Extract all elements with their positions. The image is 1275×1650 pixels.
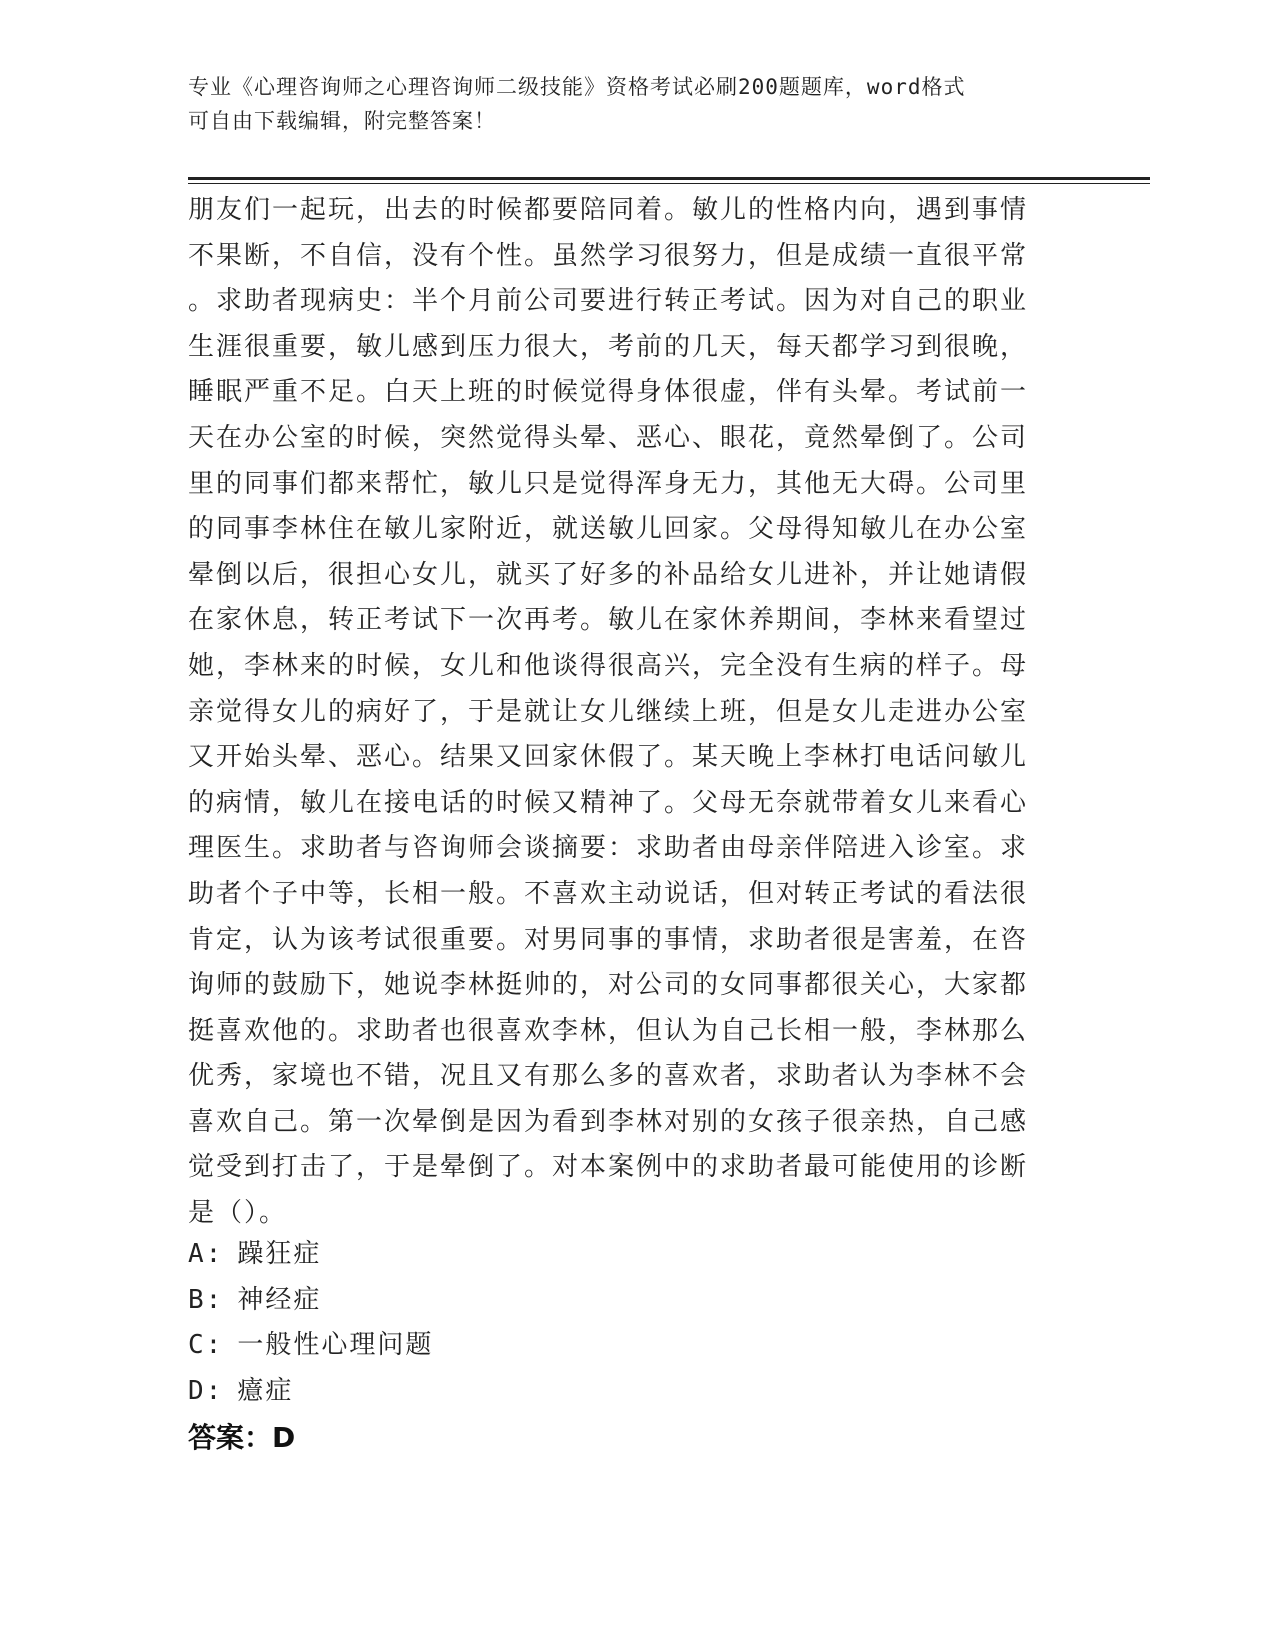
header-divider-thick (188, 177, 1150, 180)
option-key: B: (188, 1284, 224, 1315)
option-text: 癔症 (237, 1375, 294, 1406)
question-line: 的同事李林住在敏儿家附近，就送敏儿回家。父母得知敏儿在办公室 (188, 514, 1029, 545)
answer-options (188, 1232, 1068, 1414)
option-key: D: (188, 1375, 224, 1406)
question-line: 挺喜欢他的。求助者也很喜欢李林，但认为自己长相一般，李林那么 (188, 1015, 1029, 1046)
header-line-2: 可自由下载编辑，附完整答案！ (188, 109, 496, 133)
question-text (188, 188, 1068, 1237)
question-line: 晕倒以后，很担心女儿，就买了好多的补品给女儿进补，并让她请假 (188, 559, 1029, 590)
question-line: 不果断，不自信，没有个性。虽然学习很努力，但是成绩一直很平常 (188, 240, 1029, 271)
header-divider-thin (188, 183, 1150, 184)
question-line: 睡眠严重不足。白天上班的时候觉得身体很虚，伴有头晕。考试前一 (188, 377, 1029, 408)
answer-line: 答案：D (188, 1421, 296, 1454)
option-item (188, 1232, 1068, 1278)
question-line: 询师的鼓励下，她说李林挺帅的，对公司的女同事都很关心，大家都 (188, 970, 1029, 1001)
question-line: 。求助者现病史：半个月前公司要进行转正考试。因为对自己的职业 (188, 286, 1029, 317)
question-line: 肯定，认为该考试很重要。对男同事的事情，求助者很是害羞，在咨 (188, 924, 1029, 955)
option-item (188, 1278, 1068, 1324)
question-line: 生涯很重要，敏儿感到压力很大，考前的几天，每天都学习到很晚， (188, 331, 1029, 362)
question-line: 优秀，家境也不错，况且又有那么多的喜欢者，求助者认为李林不会 (188, 1061, 1029, 1092)
document-header (188, 70, 1068, 138)
question-line: 喜欢自己。第一次晕倒是因为看到李林对别的女孩子很亲热，自己感 (188, 1106, 1029, 1137)
question-line: 在家休息，转正考试下一次再考。敏儿在家休养期间，李林来看望过 (188, 605, 1029, 636)
question-line: 的病情，敏儿在接电话的时候又精神了。父母无奈就带着女儿来看心 (188, 787, 1029, 818)
header-line-1: 专业《心理咨询师之心理咨询师二级技能》资格考试必刷200题题库，word格式 (188, 75, 966, 99)
question-line: 理医生。求助者与咨询师会谈摘要：求助者由母亲伴陪进入诊室。求 (188, 833, 1029, 864)
question-line: 觉受到打击了，于是晕倒了。对本案例中的求助者最可能使用的诊断 (188, 1152, 1029, 1183)
option-text: 神经症 (237, 1284, 322, 1315)
question-line: 是（）。 (188, 1198, 288, 1229)
question-line: 又开始头晕、恶心。结果又回家休假了。某天晚上李林打电话问敏儿 (188, 742, 1029, 773)
option-text: 一般性心理问题 (237, 1330, 434, 1361)
question-line: 亲觉得女儿的病好了，于是就让女儿继续上班，但是女儿走进办公室 (188, 696, 1029, 727)
option-key: A: (188, 1239, 224, 1269)
option-text: 躁狂症 (237, 1239, 322, 1269)
question-line: 朋友们一起玩，出去的时候都要陪同着。敏儿的性格内向，遇到事情 (188, 195, 1029, 225)
option-item (188, 1323, 1068, 1369)
question-line: 里的同事们都来帮忙，敏儿只是觉得浑身无力，其他无大碍。公司里 (188, 468, 1029, 499)
option-item (188, 1369, 1068, 1415)
option-key: C: (188, 1330, 224, 1361)
question-line: 助者个子中等，长相一般。不喜欢主动说话，但对转正考试的看法很 (188, 878, 1029, 909)
question-line: 她，李林来的时候，女儿和他谈得很高兴，完全没有生病的样子。母 (188, 650, 1029, 681)
question-line: 天在办公室的时候，突然觉得头晕、恶心、眼花，竟然晕倒了。公司 (188, 422, 1029, 453)
